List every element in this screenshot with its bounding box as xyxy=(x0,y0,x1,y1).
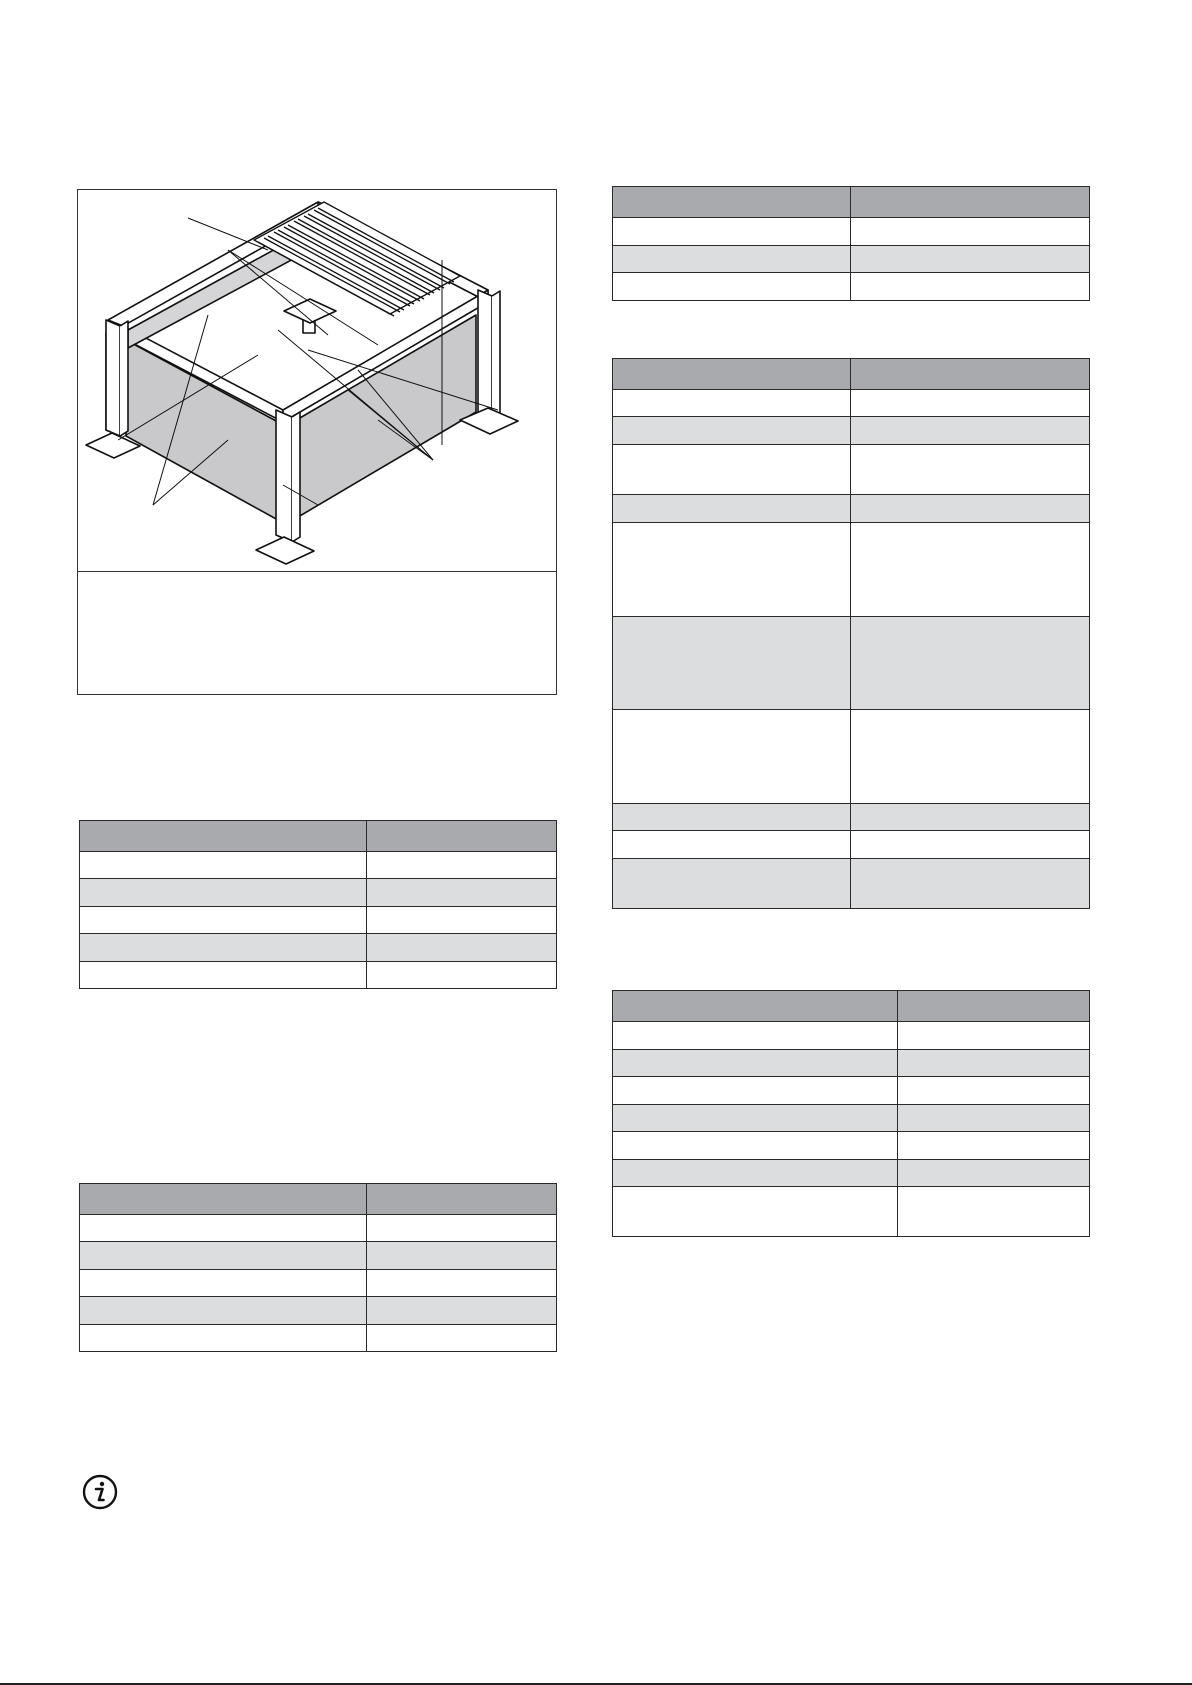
table-row xyxy=(613,710,1090,804)
spec-table-right-3 xyxy=(612,990,1090,1237)
table-row xyxy=(80,1215,557,1242)
table-row xyxy=(613,417,1090,445)
spec-table-left-2 xyxy=(79,1183,557,1352)
table-row xyxy=(613,1105,1090,1132)
table-row xyxy=(613,390,1090,417)
table-header-cell xyxy=(367,821,557,852)
product-figure xyxy=(77,189,557,695)
figure-caption-divider xyxy=(78,571,556,572)
spec-table-left-1 xyxy=(79,820,557,989)
table-row xyxy=(613,1132,1090,1160)
table-row xyxy=(613,617,1090,710)
table-row xyxy=(613,1022,1090,1050)
table-row xyxy=(80,879,557,907)
table-row xyxy=(80,934,557,962)
table-row xyxy=(80,1242,557,1270)
spec-table-right-2 xyxy=(612,358,1090,909)
table-header-cell xyxy=(367,1184,557,1215)
table-row xyxy=(613,859,1090,909)
table-row xyxy=(613,273,1090,301)
table-row xyxy=(80,1270,557,1297)
table-header-cell xyxy=(80,821,367,852)
table-header-cell xyxy=(613,187,851,218)
table-row xyxy=(80,1297,557,1325)
table-row xyxy=(80,907,557,934)
table-row xyxy=(613,1050,1090,1077)
table-row xyxy=(613,445,1090,495)
table-row xyxy=(613,1077,1090,1105)
table-row xyxy=(613,246,1090,273)
table-row xyxy=(613,495,1090,523)
table-header-cell xyxy=(898,991,1090,1022)
table-row xyxy=(613,831,1090,859)
table-header-cell xyxy=(851,359,1090,390)
table-row xyxy=(613,1187,1090,1237)
table-row xyxy=(80,962,557,989)
table-row xyxy=(80,852,557,879)
table-header-cell xyxy=(80,1184,367,1215)
table-header-cell xyxy=(851,187,1090,218)
table-row xyxy=(613,523,1090,617)
info-icon xyxy=(82,1474,118,1510)
table-row xyxy=(613,804,1090,831)
spec-table-right-1 xyxy=(612,186,1090,301)
table-row xyxy=(80,1325,557,1352)
table-row xyxy=(613,1160,1090,1187)
table-row xyxy=(613,218,1090,246)
table-header-cell xyxy=(613,991,898,1022)
pergola-illustration xyxy=(78,190,556,570)
table-header-cell xyxy=(613,359,851,390)
